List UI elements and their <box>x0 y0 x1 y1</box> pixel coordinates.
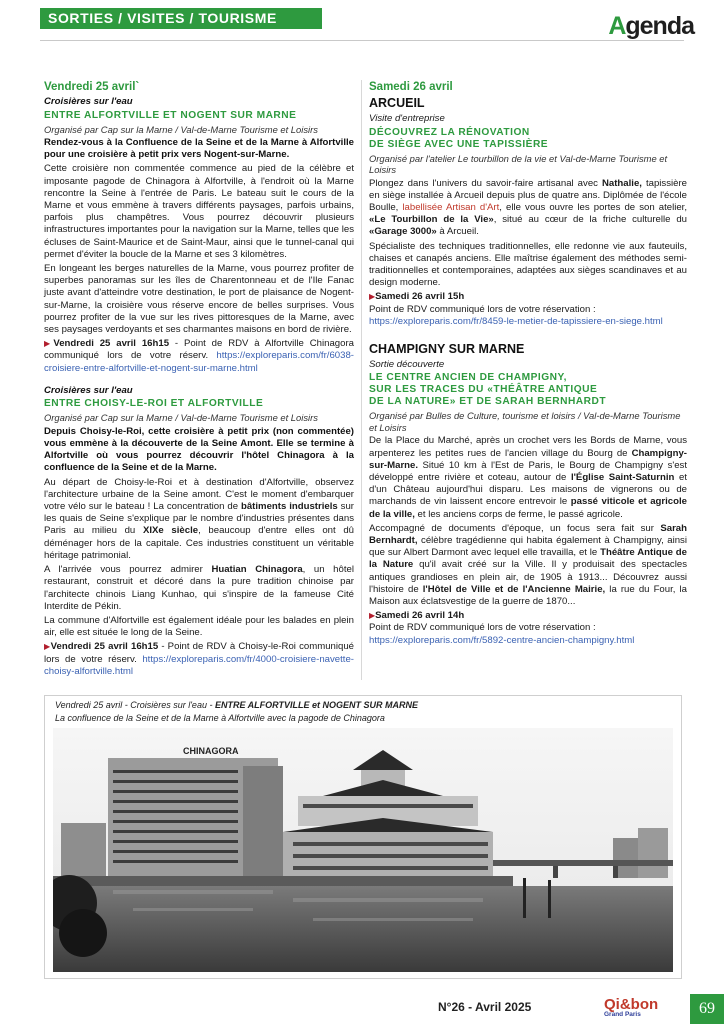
caption-text: Vendredi 25 avril - Croisières sur l'eau - <box>55 700 215 710</box>
arrow-right-icon: ▶ <box>369 611 376 621</box>
quay <box>53 876 513 886</box>
event-body <box>369 178 687 239</box>
event-title: DE LA NATURE» ET DE SARAH BERNHARDT <box>369 396 607 408</box>
spacer <box>369 330 687 342</box>
reflection <box>133 908 253 911</box>
arrow-right-icon: ▶ <box>44 642 51 652</box>
pagoda-window-row <box>303 804 473 808</box>
event-body <box>369 435 687 520</box>
issue-number: N°26 - Avril 2025 <box>438 1000 532 1014</box>
hotel-window-row <box>113 830 238 833</box>
event-body: Cette croisière non commentée commence au pied de la célèbre et imposante pagode de Chinagora à Alfortville, à l'endroit où la Marne rencontre la Seine à l'entrée de Paris. Le bateau suit le cours de la Marne et vous emmène à travers différents paysages, parfois urbains, parfois plus champêtres. Vous pourrez découvrir plusieurs infrastructures importantes pour la navigation sur la Marne, telles que les écluses de Saint-Maurice et de Saint-Maur, ainsi que le tunnel-canal qui permet d'éviter la boucle de la Marne et ses 3 kilomètres. <box>44 163 354 260</box>
arrow-right-icon: ▶ <box>44 339 54 349</box>
column-divider <box>361 80 362 680</box>
pagoda-window-row <box>293 854 488 858</box>
bridge-pillar <box>613 866 618 878</box>
event-organizer: Organisé par Cap sur la Marne / Val-de-Marne Tourisme et Loisirs <box>44 412 318 424</box>
event-title: SUR LES TRACES DU «THÉÂTRE ANTIQUE <box>369 384 598 396</box>
body-text: , un hôtel restaurant, construit et décoré dans la pure tradition chinoise par l'architecte chinois Liang Kunhao, qui s'inspire de la fameuse Cité Interdite de Pékin. <box>44 564 354 612</box>
event-schedule <box>369 610 687 622</box>
event-place: CHAMPIGNY SUR MARNE <box>369 341 525 356</box>
hotel-window-row <box>113 820 238 823</box>
hotel-window-row <box>113 800 238 803</box>
event-organizer: Organisé par l'atelier Le tourbillon de la vie et Val-de-Marne Tourisme et Loisirs <box>369 152 668 175</box>
left-column <box>44 80 354 680</box>
pagoda-window-row <box>293 842 488 846</box>
event-organizer: Organisé par Bulles de Culture, tourisme et loisirs / Val-de-Marne Tourisme et Loisirs <box>369 410 681 433</box>
body-text: sur les quais de Seine s'explique par le nombre d'industries présentes dans Paris au milieu du <box>44 501 354 537</box>
spacer <box>44 377 354 385</box>
schedule-time: Vendredi 25 avril 16h15 <box>53 338 170 350</box>
event-body: En longeant les berges naturelles de la Marne, vous pourrez profiter de superbes panoramas sur les îles de Charentonneau et de l'Ile Fanac juste avant d'atteindre votre destination, le port de plaisance de Nogent-sur-Marne, la croisière vous réserve encore de belles surprises. Vous pourrez profiter de la vue sur les rives pittoresques de la Marne, avec ses paysages verdoyants et ses charmantes maisons en bord de rivière. <box>44 263 354 336</box>
schedule-details: - Point de RDV à Choisy-le-Roi communiqué lors de votre réserv. <box>44 641 355 665</box>
photo-subcaption: La confluence de la Seine et de la Marne à Alfortville avec la pagode de Chinagora <box>55 713 385 723</box>
event-title: ENTRE CHOISY-LE-ROI ET ALFORTVILLE <box>44 398 264 410</box>
booking-link[interactable]: https://exploreparis.com/fr/5892-centre-ancien-champigny.html <box>369 634 635 646</box>
section-banner: SORTIES / VISITES / TOURISME <box>40 8 322 29</box>
body-highlight: bâtiments industriels <box>240 501 338 513</box>
hotel-window-row <box>113 860 238 863</box>
schedule-time: Samedi 26 avril 14h <box>375 610 465 622</box>
body-text: , elle vous ouvre les portes de son atelier, <box>499 201 687 213</box>
body-text: , beaucoup d'entre elles ont dû déménager hors de la capitale. Ces industries constituent un véritable héritage patrimonial. <box>44 525 354 561</box>
hotel-window-row <box>113 850 238 853</box>
chinagora-photo <box>53 728 673 972</box>
schedule-details: - Point de RDV à Alfortville Chinagora communiqué lors de votre réserv. <box>44 338 354 362</box>
body-text: et les anciens corps de ferme, le passé agricole. <box>414 508 623 520</box>
event-title: LE CENTRE ANCIEN DE CHAMPIGNY, <box>369 372 568 384</box>
event-schedule <box>44 338 354 375</box>
body-text: célèbre tragédienne qui habita également à Champigny, ainsi que sur Albert Darmont avec lequel elle travailla, et le <box>369 535 687 559</box>
agenda-logo-rest: genda <box>625 12 694 40</box>
booking-link[interactable]: https://exploreparis.com/fr/8459-le-metier-de-tapissiere-en-siege.html <box>369 315 663 327</box>
event-body <box>44 477 354 562</box>
body-highlight: l'Hôtel de Ville et de l'Ancienne Mairie, <box>422 583 606 595</box>
event-kicker: Croisières sur l'eau <box>44 384 133 396</box>
event-title: DÉCOUVREZ LA RÉNOVATION <box>369 126 530 138</box>
distant-building <box>638 828 668 878</box>
event-date: Samedi 26 avril <box>369 81 453 93</box>
rdv-note: Point de RDV communiqué lors de votre réservation : <box>369 303 596 315</box>
hotel-window-row <box>113 780 238 783</box>
agenda-logo <box>608 12 694 41</box>
body-highlight: l'Église Saint-Saturnin <box>570 472 675 484</box>
booking-link[interactable]: https://exploreparis.com/fr/6038-croisiere-entre-alfortville-et-nogent-sur-marne.html <box>44 350 354 374</box>
body-highlight: Sarah Bernhardt, <box>369 522 687 547</box>
body-text: Plongez dans l'univers du savoir-faire artisanal avec <box>369 177 602 189</box>
logo-text: Qi&bon <box>604 996 659 1013</box>
event-organizer: Organisé par Cap sur la Marne / Val-de-Marne Tourisme et Loisirs <box>44 123 318 135</box>
body-highlight: labellisée Artisan d'Art <box>402 201 500 213</box>
hotel-tower-shade <box>243 766 283 878</box>
body-text: Situé 10 km à l'Est de Paris, le Bourg de Champigny s'est développé entre rivière et coteau, autour de <box>369 459 687 484</box>
pagoda-window-row <box>293 866 488 870</box>
reflection <box>113 890 273 894</box>
body-text: , situé au cœur de la friche culturelle du <box>493 214 687 226</box>
side-building <box>61 823 106 878</box>
event-schedule <box>369 291 687 303</box>
rdv-note: Point de RDV communiqué lors de votre réservation : <box>369 622 596 634</box>
event-date: Vendredi 25 avril` <box>44 81 140 93</box>
event-kicker: Croisières sur l'eau <box>44 96 133 107</box>
hotel-window-row <box>113 790 238 793</box>
chinagora-sign: CHINAGORA <box>183 746 239 756</box>
event-body: Spécialiste des techniques traditionnelles, elle redonne vie aux fauteuils, chaises et canapés anciens. Elle maîtrise également des méthodes semi-traditionnelles et contemporaines, adaptées aux sièges scandinaves et au design moderne. <box>369 240 687 289</box>
event-lead: Rendez-vous à la Confluence de la Seine et de la Marne à Alfortville pour une croisière à petit prix vers Nogent-sur-Marne. <box>44 137 354 161</box>
body-highlight: Champigny-sur-Marne. <box>369 447 687 471</box>
body-highlight: «Garage 3000» <box>369 226 437 238</box>
logo-subtitle: Grand Paris <box>604 1011 641 1018</box>
reflection <box>313 918 473 921</box>
event-body <box>44 564 354 613</box>
schedule-time: Vendredi 25 avril 16h15 <box>50 641 159 653</box>
body-highlight: XIXe siècle <box>142 525 199 537</box>
body-text: A l'arrivée vous pourrez admirer <box>44 564 212 576</box>
event-kicker: Visite d'entreprise <box>369 113 445 124</box>
body-highlight: Huatian Chinagora <box>211 564 303 576</box>
body-highlight: Nathalie, <box>601 177 642 189</box>
mooring-pole <box>523 878 526 918</box>
magazine-logo <box>604 996 658 1018</box>
body-highlight: passé viticole et agricole de la ville, <box>369 496 687 520</box>
agenda-logo-initial: A <box>608 12 626 40</box>
hotel-window-row <box>113 810 238 813</box>
tree-foliage <box>59 909 107 957</box>
photo-box <box>44 695 682 979</box>
body-text: qu'il avait créé sur la Ville. Il y produisait des spectacles antiques grandioses en plein air, de 1905 à 1913... Découvrez aussi l'histoire de <box>369 559 687 595</box>
body-text: la rue du Four, la Maison aux éclatsvestige de la guerre de 1870... <box>369 583 687 608</box>
event-body <box>369 523 687 608</box>
reflection <box>293 898 483 902</box>
body-text: tapissière en siège installée à Arcueil depuis plus de quatre ans. Diplômée de l'école Boulle, <box>369 177 688 213</box>
body-text: De la Place du Marché, après un crochet vers les Bords de Marne, vous arpenterez les petites rues de l'ancien village du Bourg de <box>369 435 687 459</box>
schedule-time: Samedi 26 avril 15h <box>375 291 465 303</box>
event-title: ENTRE ALFORTVILLE ET NOGENT SUR MARNE <box>44 109 297 121</box>
hotel-window-row <box>113 840 238 843</box>
body-text: et d'un Château aujourd'hui disparu. Les maisons de vignerons ou de marchands de vin laissent encore entrevoir le <box>369 472 687 508</box>
event-place: ARCUEIL <box>369 96 425 110</box>
bridge <box>493 860 673 866</box>
event-kicker: Sortie découverte <box>369 358 445 370</box>
event-body: La commune d'Alfortville est également idéale pour les balades en plein air, elle est située le long de la Seine. <box>44 614 354 639</box>
event-title: DE SIÈGE AVEC UNE TAPISSIÈRE <box>369 138 549 150</box>
hotel-window-row <box>113 770 238 773</box>
booking-link[interactable]: https://exploreparis.com/fr/4000-croisiere-navette-choisy-alfortville.html <box>44 653 354 677</box>
mooring-pole <box>548 880 551 918</box>
event-schedule <box>44 641 354 678</box>
event-lead: Depuis Choisy-le-Roi, cette croisière à petit prix (non commentée) vous emmène à la découverte de la Seine Amont. Elle se termine à Alfortville où vous pourrez découvrir l'hôtel Chinagora à la confluence de la Seine et de la Marne. <box>44 425 354 474</box>
body-text: Au départ de Choisy-le-Roi et à destination d'Alfortville, observez l'architecture urbaine de la Seine amont. C'est le moment d'embarquer votre vélo sur le bateau ! La concentration de <box>44 476 354 513</box>
body-highlight: «Le Tourbillon de la Vie» <box>369 214 494 226</box>
body-highlight: Théâtre Antique de la Nature <box>369 547 687 571</box>
photo-caption <box>55 700 418 710</box>
right-column <box>369 80 687 649</box>
bridge-pillar <box>553 866 558 878</box>
body-text: Accompagné de documents d'époque, un focus sera fait sur <box>369 522 661 534</box>
arrow-right-icon: ▶ <box>369 292 376 302</box>
body-text: à Arcueil. <box>436 226 479 238</box>
page-number: 69 <box>690 994 724 1024</box>
caption-title: ENTRE ALFORTVILLE et NOGENT SUR MARNE <box>214 700 418 710</box>
header-divider <box>40 40 684 41</box>
